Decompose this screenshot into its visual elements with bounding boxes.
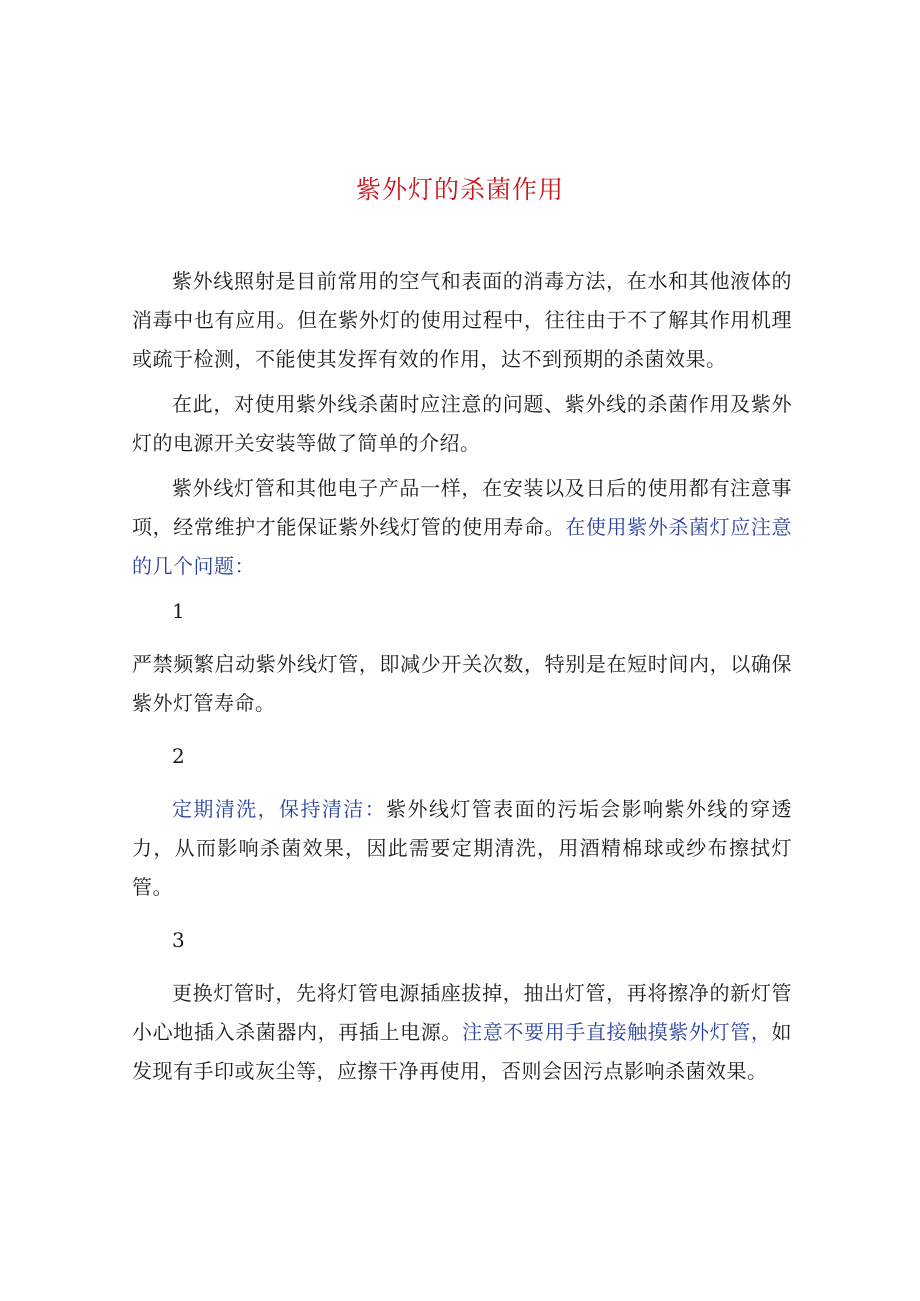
- item-3-warning: 注意不要用手直接触摸紫外灯管，: [462, 1020, 772, 1044]
- item-text-3: [132, 974, 792, 1091]
- item-number-1: 1: [172, 599, 186, 623]
- item-3-body-after: 如发现有手印或灰尘等，应擦干净再使用，否则会因污点影响杀菌效果。: [132, 1020, 793, 1083]
- paragraph-precautions: [132, 469, 792, 586]
- precautions-text: 紫外线灯管和其他电子产品一样，在安装以及日后的使用都有注意事项，经常维护才能保证紫外线灯管的使用寿命。: [132, 476, 792, 539]
- precautions-heading: 在使用紫外杀菌灯应注意的几个问题：: [132, 515, 793, 578]
- item-number-2: 2: [172, 744, 186, 768]
- item-3-body-before: 更换灯管时，先将灯管电源插座拔掉，抽出灯管，再将擦净的新灯管小心地插入杀菌器内，再插上电源。: [132, 981, 792, 1044]
- item-number-3: 3: [172, 928, 186, 952]
- document-body: [132, 262, 792, 1105]
- paragraph-intro: 紫外线照射是目前常用的空气和表面的消毒方法，在水和其他液体的消毒中也有应用。但在紫外灯的使用过程中，往往由于不了解其作用机理或疏于检测，不能使其发挥有效的作用，达不到预期的杀菌效果。: [132, 269, 792, 371]
- paragraph-summary: 在此，对使用紫外线杀菌时应注意的问题、紫外线的杀菌作用及紫外灯的电源开关安装等做了简单的介绍。: [132, 392, 792, 455]
- item-2-body: 紫外线灯管表面的污垢会影响紫外线的穿透力，从而影响杀菌效果，因此需要定期清洗，用酒精棉球或纱布擦拭灯管。: [132, 797, 793, 899]
- item-text-1: 严禁频繁启动紫外线灯管，即减少开关次数，特别是在短时间内，以确保紫外灯管寿命。: [132, 652, 792, 715]
- item-text-2: [132, 790, 792, 907]
- document-title: 紫外灯的杀菌作用: [355, 175, 564, 204]
- item-2-heading: 定期清洗，保持清洁：: [172, 797, 387, 821]
